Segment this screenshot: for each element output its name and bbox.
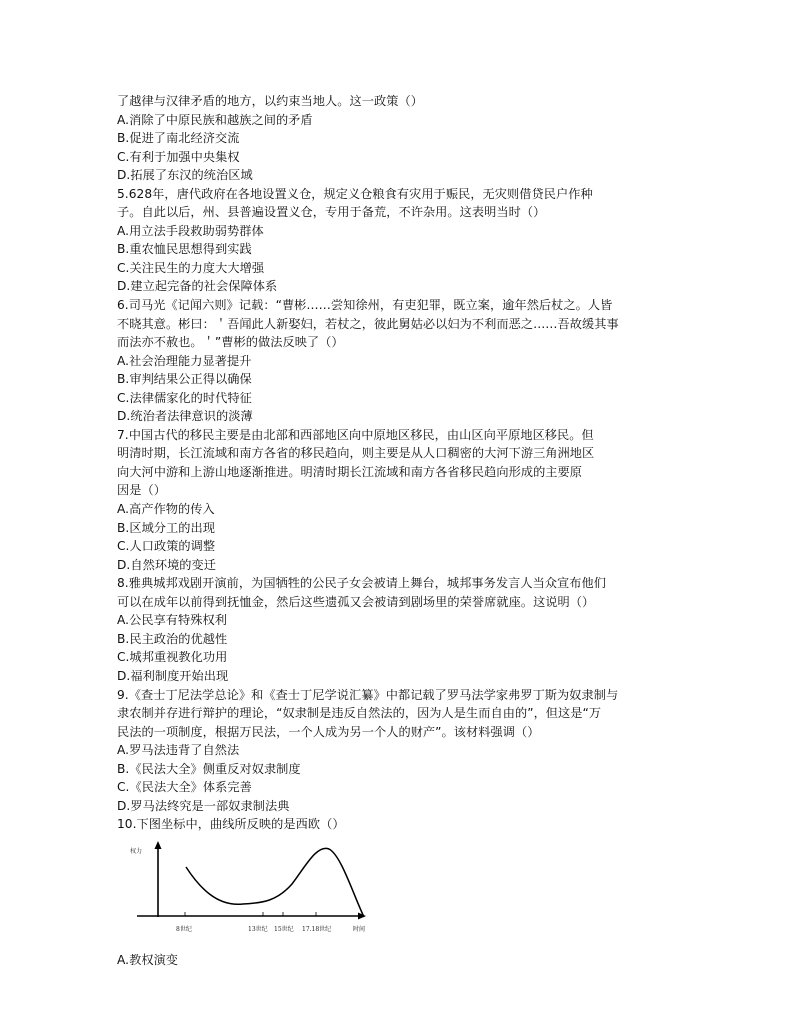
text-line: B.重农恤民思想得到实践: [117, 242, 252, 257]
text-line: 8.雅典城邦戏剧开演前，为国牺牲的公民子女会被请上舞台，城邦事务发言人当众宣布他们: [117, 576, 606, 591]
power-curve-figure: [117, 839, 377, 947]
text-line: 明清时期，长江流域和南方各省的移民趋向，则主要是从人口稠密的大河下游三角洲地区: [117, 446, 595, 461]
text-line: 向大河中游和上游山地逐渐推进。明清时期长江流域和南方各省移民趋向形成的主要原: [117, 464, 583, 479]
text-line: D.建立起完备的社会保障体系: [117, 279, 278, 294]
y-axis-label: 权力: [130, 847, 143, 855]
text-line: D.拓展了东汉的统治区域: [117, 168, 253, 183]
power-curve: [186, 848, 364, 917]
x-axis-label: 时间: [353, 925, 366, 933]
y-axis-arrow: [155, 841, 162, 849]
text-line: D.福利制度开始出现: [117, 668, 229, 683]
text-line: B.民主政治的优越性: [117, 631, 228, 646]
text-line: 子。自此以后，州、县普遍设置义仓，专用于备荒，不许杂用。这表明当时（）: [117, 205, 546, 220]
text-line: D.自然环境的变迁: [117, 557, 217, 572]
text-line: A.罗马法违背了自然法: [117, 743, 240, 758]
text-line: B.《民法大全》侧重反对奴隶制度: [117, 761, 301, 776]
x-tick-label: 17.18世纪: [302, 925, 332, 933]
text-line: 9.《查士丁尼法学总论》和《查士丁尼学说汇纂》中都记载了罗马法学家弗罗丁斯为奴隶制与: [117, 687, 619, 702]
x-tick-label: 13世纪: [248, 925, 268, 933]
exam-page: [117, 92, 677, 969]
text-line: C.法律儒家化的时代特征: [117, 390, 252, 405]
text-line: C.《民法大全》体系完善: [117, 780, 252, 795]
text-line: 5.628年，唐代政府在各地设置义仓，规定义仓粮食有灾用于赈民，无灾则借贷民户作种: [117, 186, 593, 201]
text-line: A.教权演变: [117, 952, 179, 967]
text-line: 民法的一项制度，根据万民法，一个人成为另一个人的财产”。该材料强调（）: [117, 724, 540, 739]
text-line: B.促进了南北经济交流: [117, 131, 240, 146]
x-tick-label: 8世纪: [176, 925, 192, 933]
text-line: 了越律与汉律矛盾的地方，以约束当地人。这一政策（）: [117, 94, 423, 108]
text-line: 7.中国古代的移民主要是由北部和西部地区向中原地区移民，由山区向平原地区移民。但: [117, 427, 594, 442]
text-line: A.公民享有特殊权利: [117, 613, 227, 628]
text-line: A.社会治理能力显著提升: [117, 353, 252, 368]
answer-text-block: [117, 951, 677, 970]
text-line: B.审判结果公正得以确保: [117, 372, 252, 387]
text-line: 可以在成年以前得到抚恤金，然后这些遗孤又会被请到剧场里的荣誉席就座。这说明（）: [117, 594, 595, 609]
text-line: 不晓其意。彬曰：＇吾闻此人新娶妇，若杖之，彼此舅姑必以妇为不利而恶之……吾故缓其事: [117, 316, 619, 331]
text-line: A.高产作物的传入: [117, 502, 215, 517]
text-line: 10.下图坐标中，曲线所反映的是西欧（）: [117, 817, 345, 832]
x-tick-label: 15世纪: [274, 925, 294, 933]
question-text-block: [117, 92, 677, 834]
text-line: D.统治者法律意识的淡薄: [117, 409, 253, 424]
text-line: 6.司马光《记闻六则》记载：“曹彬……尝知徐州，有吏犯罪，既立案，逾年然后杖之。人皆: [117, 298, 613, 313]
text-line: D.罗马法终究是一部奴隶制法典: [117, 798, 290, 813]
text-line: 而法亦不赦也。＇”曹彬的做法反映了（）: [117, 335, 344, 350]
text-line: A.用立法手段救助弱势群体: [117, 223, 264, 238]
text-line: 隶农制并存进行辩护的理论，“奴隶制是违反自然法的，因为人是生而自由的”，但这是“万: [117, 706, 602, 721]
text-line: B.区域分工的出现: [117, 520, 215, 535]
text-line: 因是（）: [117, 483, 166, 498]
text-line: C.人口政策的调整: [117, 539, 216, 554]
text-line: C.关注民生的力度大大增强: [117, 260, 265, 275]
text-line: C.有利于加强中央集权: [117, 149, 240, 164]
text-line: A.消除了中原民族和越族之间的矛盾: [117, 112, 313, 127]
power-curve-chart: [117, 839, 377, 947]
text-line: C.城邦重视教化功用: [117, 650, 228, 665]
